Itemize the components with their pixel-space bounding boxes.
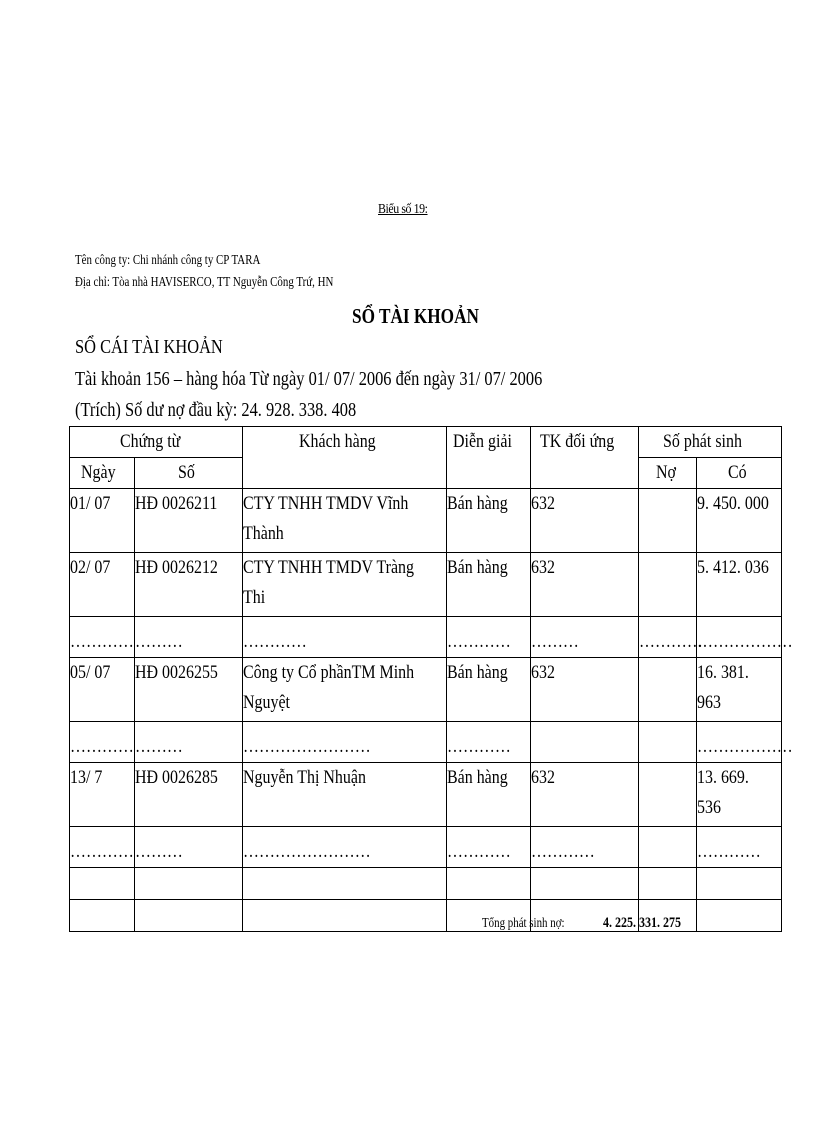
form-number: Biểu số 19: — [378, 202, 428, 217]
row-customer: Nguyễn Thị Nhuận — [243, 763, 447, 827]
row-number: ……… — [135, 722, 243, 763]
amounts-header: Số phát sinh — [639, 427, 782, 458]
row-credit: 16. 381. 963 — [697, 658, 782, 722]
row-date: 01/ 07 — [70, 489, 135, 553]
row-description: Bán hàng — [447, 553, 531, 617]
row-description: Bán hàng — [447, 763, 531, 827]
row-date: 02/ 07 — [70, 553, 135, 617]
empty-cell — [531, 868, 639, 900]
row-customer: CTY TNHH TMDV Tràng Thi — [243, 553, 447, 617]
header-row — [70, 427, 782, 458]
ledger-title: SỔ CÁI TÀI KHOẢN — [75, 336, 223, 358]
table-row — [70, 553, 782, 617]
date-header: Ngày — [70, 458, 135, 489]
row-credit: ……………… — [697, 617, 782, 658]
row-debit: ………… — [639, 617, 697, 658]
row-date: 13/ 7 — [70, 763, 135, 827]
voucher-header: Chứng từ — [70, 427, 243, 458]
total-debit-value: 4. 225. 331. 275 — [603, 915, 681, 931]
row-contra: ……… — [531, 617, 639, 658]
row-description: Bán hàng — [447, 489, 531, 553]
credit-header: Có — [697, 458, 782, 489]
row-credit: ……………… — [697, 722, 782, 763]
table-row — [70, 722, 782, 763]
row-debit — [639, 658, 697, 722]
ledger-table — [69, 426, 793, 932]
row-number: HĐ 0026255 — [135, 658, 243, 722]
table-row — [70, 617, 782, 658]
row-debit — [639, 827, 697, 868]
row-contra: 632 — [531, 553, 639, 617]
row-contra — [531, 722, 639, 763]
description-header: Diễn giải — [447, 427, 531, 489]
row-number: HĐ 0026212 — [135, 553, 243, 617]
empty-cell — [639, 868, 697, 900]
row-number: ……… — [135, 827, 243, 868]
table-row — [70, 658, 782, 722]
row-date: ………… — [70, 617, 135, 658]
table-row — [70, 489, 782, 553]
row-customer: ………… — [243, 617, 447, 658]
row-customer: CTY TNHH TMDV Vĩnh Thành — [243, 489, 447, 553]
row-customer: Công ty Cổ phầnTM Minh Nguyệt — [243, 658, 447, 722]
row-date: ………… — [70, 827, 135, 868]
empty-cell — [697, 868, 782, 900]
row-contra: 632 — [531, 489, 639, 553]
row-description: Bán hàng — [447, 658, 531, 722]
document-title: SỔ TÀI KHOẢN — [352, 304, 479, 328]
total-debit-label: Tổng phát sinh nợ: — [482, 916, 565, 931]
debit-header: Nợ — [639, 458, 697, 489]
row-number: HĐ 0026285 — [135, 763, 243, 827]
contra-account-header: TK đối ứng — [531, 427, 639, 489]
row-description: ………… — [447, 617, 531, 658]
empty-cell — [697, 900, 782, 932]
row-number: ……… — [135, 617, 243, 658]
customer-header: Khách hàng — [243, 427, 447, 489]
row-debit — [639, 763, 697, 827]
row-debit — [639, 553, 697, 617]
empty-cell — [447, 868, 531, 900]
row-date: 05/ 07 — [70, 658, 135, 722]
row-credit: ………… — [697, 827, 782, 868]
row-contra: 632 — [531, 763, 639, 827]
row-contra: 632 — [531, 658, 639, 722]
row-debit — [639, 722, 697, 763]
row-contra: ………… — [531, 827, 639, 868]
row-date: ………… — [70, 722, 135, 763]
opening-balance: (Trích) Số dư nợ đầu kỳ: 24. 928. 338. 408 — [75, 399, 357, 421]
row-credit: 5. 412. 036 — [697, 553, 782, 617]
row-description: ………… — [447, 827, 531, 868]
company-address: Địa chỉ: Tòa nhà HAVISERCO, TT Nguyễn Công Trứ, HN — [75, 275, 334, 290]
empty-cell — [243, 868, 447, 900]
number-header: Số — [135, 458, 243, 489]
empty-cell — [135, 868, 243, 900]
empty-cell — [243, 900, 447, 932]
table-row — [70, 827, 782, 868]
empty-cell — [70, 868, 135, 900]
row-credit: 13. 669. 536 — [697, 763, 782, 827]
row-credit: 9. 450. 000 — [697, 489, 782, 553]
row-customer: …………………… — [243, 827, 447, 868]
company-name: Tên công ty: Chi nhánh công ty CP TARA — [75, 253, 261, 268]
table-row — [70, 763, 782, 827]
row-description: ………… — [447, 722, 531, 763]
empty-cell — [70, 900, 135, 932]
row-number: HĐ 0026211 — [135, 489, 243, 553]
empty-cell — [135, 900, 243, 932]
row-customer: …………………… — [243, 722, 447, 763]
empty-row — [70, 868, 782, 900]
row-debit — [639, 489, 697, 553]
account-period: Tài khoản 156 – hàng hóa Từ ngày 01/ 07/ 2006 đến ngày 31/ 07/ 2006 — [75, 368, 543, 390]
